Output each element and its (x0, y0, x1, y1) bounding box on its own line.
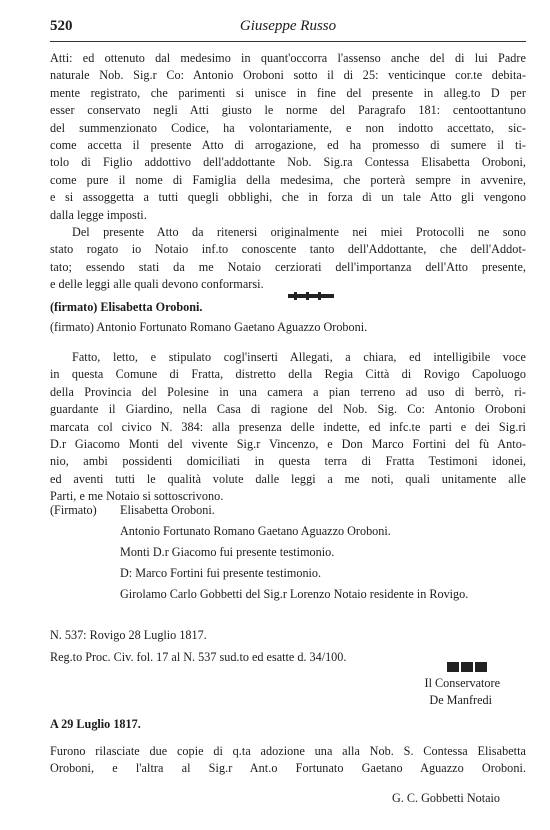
text-line: dalla legge imposti. (50, 207, 147, 222)
signature-label: (Firmato) (50, 503, 97, 517)
text-line: e delle leggi alle quali devono conformarsi. (50, 277, 264, 292)
paragraph-execution (50, 349, 526, 506)
text-line: stato rogato io Notaio inf.to conoscente tanto dell'Addottante, che dell'Addot- (50, 242, 526, 257)
signature-line: Elisabetta Oroboni. (120, 503, 215, 517)
text-line: tolo di Figlio addottivo dell'addottante Nob. Sig.ra Contessa Elisabetta Oroboni, (50, 155, 526, 170)
ink-mark-icon (288, 292, 334, 300)
text-line: Furono rilasciate due copie di q.ta adozione una alla Nob. S. Contessa Elisabetta (50, 744, 526, 758)
paragraph-notary-statement (50, 224, 526, 294)
text-line: e si assoggetta a tutti quegli obblighi, che in forza di un tale Atto gli vengono (50, 190, 526, 205)
text-line: Atti: ed ottenuto dal medesimo in quant'occorra l'assenso anche del di lui Padre (50, 51, 526, 65)
text-line: naturale Nob. Sig.r Co: Antonio Oroboni sotto il di 25: venticinque cor.te debita- (50, 68, 526, 83)
running-header (50, 18, 526, 40)
closing-note (50, 743, 526, 778)
signature-line: (firmato) Elisabetta Oroboni. (50, 300, 203, 314)
paragraph-adoption-consent (50, 50, 526, 224)
text-line: Oroboni, e l'altra al Sig.r Ant.o Fortunato Gaetano Aguazzo Oroboni. (50, 761, 526, 776)
text-line: Fatto, letto, e stipulato cogl'inserti Allegati, a chiara, ed intelligibile voce (72, 350, 526, 364)
text-line: in questa Comune di Fratta, distretto della Regia Città di Rovigo Capoluogo (50, 367, 526, 382)
text-line: guardante il Giardino, nella Casa di ragione del Nob. Sig. Co: Antonio Oroboni (50, 402, 526, 417)
signature-line: D: Marco Fortini fui presente testimonio. (120, 566, 322, 580)
header-rule (50, 41, 526, 42)
text-line: ed aventi tutti le qualità volute dalle leggi a me noti, quali unitamente alle (50, 471, 526, 486)
page-number: 520 (50, 18, 73, 34)
text-line: esser conservato negli Atti giusto le norme del Paragrafo 181: centoottantuno (50, 103, 526, 118)
signature-line: Girolamo Carlo Gobbetti del Sig.r Lorenzo Notaio residente in Rovigo. (120, 587, 469, 601)
text-line: tato; essendo stati da me Notaio cerziorati dell'importanza dell'Atto presente, (50, 259, 526, 274)
registration-details: Reg.to Proc. Civ. fol. 17 al N. 537 sud.to ed esatte d. 34/100. (50, 650, 347, 664)
signature-line: Antonio Fortunato Romano Gaetano Aguazzo Oroboni. (120, 524, 391, 538)
conservatore-name: De Manfredi (429, 693, 492, 707)
date-line: A 29 Luglio 1817. (50, 717, 141, 731)
signature-line: (firmato) Antonio Fortunato Romano Gaetano Aguazzo Oroboni. (50, 320, 368, 334)
text-line: marcata col civico N. 384: alla presenza delle indette, ed infc.te parti e dei Sig.ri (50, 419, 526, 434)
text-line: Parti, e me Notaio si sottoscrivono. (50, 489, 224, 504)
text-line: della Provincia del Polesine in una camera a pian terreno ad uso di berrò, ri- (50, 384, 526, 399)
running-author: Giuseppe Russo (239, 18, 337, 34)
conservatore-title: Il Conservatore (424, 676, 500, 690)
registration-number: N. 537: Rovigo 28 Luglio 1817. (50, 628, 207, 642)
signature-line: Monti D.r Giacomo fui presente testimonio. (120, 545, 335, 559)
text-line: nio, ambi possidenti domiciliati in questa terra di Fratta Testimoni idonei, (50, 454, 526, 469)
text-line: del summenzionato Codice, ha volontariamente, e non indotto accettato, sic- (50, 120, 526, 135)
text-line: mente registrato, che parimenti si unisce in fine del presente in alleg.to D per (50, 85, 526, 100)
text-line: Del presente Atto da ritenersi originalmente nei miei Protocolli ne sono (72, 225, 526, 239)
text-line: come accetta il presente Atto di arrogazione, ed ha promesso di sumere il ti- (50, 138, 526, 153)
stamp-mark-icon (447, 662, 487, 672)
text-line: come pure il nome di Famiglia della medesima, che porterà sempre in avvenire, (50, 172, 526, 187)
text-line: D.r Giacomo Monti del vivente Sig.r Vincenzo, e Don Marco Fortini del fù Anto- (50, 437, 526, 452)
notary-signature: G. C. Gobbetti Notaio (392, 791, 500, 805)
